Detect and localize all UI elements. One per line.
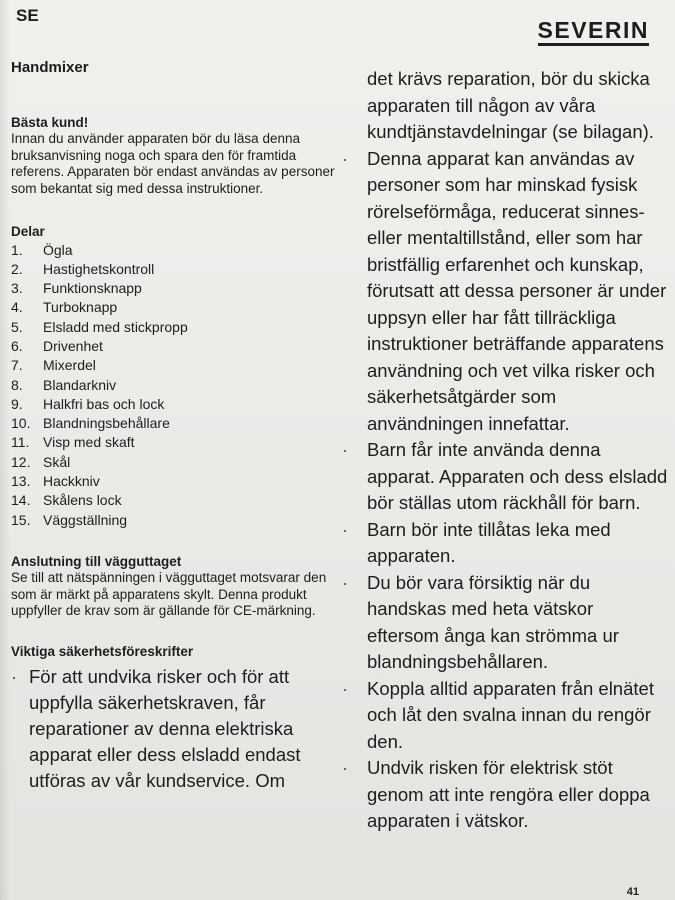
parts-list-item — [11, 511, 339, 530]
part-label: Hackkniv — [43, 473, 100, 490]
part-label: Hastighetskontroll — [43, 260, 155, 277]
safety-heading: Viktiga säkerhetsföreskrifter — [11, 643, 194, 659]
safety-item-text: Koppla alltid apparaten från elnätet och låt den svalna innan du rengör den. — [367, 677, 654, 752]
left-column — [11, 60, 339, 794]
part-label: Väggställning — [43, 511, 128, 528]
part-label: Skålens lock — [43, 492, 122, 509]
part-number: 6. — [11, 337, 23, 354]
safety-continuation-text: det krävs reparation, bör du skicka apparaten till någon av våra kundtjänstavdelningar (se bilagan). — [367, 68, 654, 142]
safety-item — [340, 437, 670, 517]
part-label: Funktionsknapp — [43, 280, 142, 297]
safety-item — [340, 570, 670, 676]
brand-logo: SEVERIN — [538, 18, 649, 46]
part-number: 10. — [11, 415, 31, 432]
connection-heading: Anslutning till vägguttaget — [11, 553, 182, 569]
bullet-icon: · — [342, 518, 349, 540]
safety-item-text: För att undvika risker och för att uppfylla säkerhetskraven, får reparationer av denna elektriska apparat eller dess elsladd endast utföras av vår kundservice. Om — [29, 666, 301, 792]
safety-item — [340, 517, 670, 570]
bullet-icon: · — [342, 757, 349, 778]
parts-list-item — [11, 279, 339, 298]
connection-section — [11, 554, 339, 620]
safety-item-text: Barn får inte använda denna apparat. Apparaten och dess elsladd bör ställas utom räckhåll för barn. — [367, 439, 668, 513]
parts-list-item — [11, 298, 339, 317]
part-label: Blandningsbehållare — [43, 415, 170, 432]
part-label: Turboknapp — [43, 299, 118, 316]
part-number: 13. — [11, 473, 31, 490]
parts-list — [11, 241, 339, 530]
bullet-icon: · — [342, 677, 349, 699]
bullet-icon: · — [11, 666, 18, 688]
intro-section — [11, 115, 339, 198]
safety-item — [340, 755, 670, 835]
document-title: Handmixer — [11, 59, 89, 76]
part-label: Blandarkniv — [43, 376, 117, 393]
part-number: 9. — [11, 395, 23, 412]
bullet-icon: · — [342, 147, 349, 169]
parts-list-item — [11, 395, 339, 414]
parts-list-item — [11, 453, 339, 472]
safety-item-text: Undvik risken för elektrisk stöt genom att inte rengöra eller doppa apparaten i vätskor. — [367, 757, 650, 831]
parts-heading: Delar — [11, 224, 45, 239]
parts-list-item — [11, 337, 339, 356]
part-number: 12. — [11, 453, 31, 470]
parts-list-item — [11, 414, 339, 433]
parts-list-item — [11, 260, 339, 279]
part-label: Elsladd med stickpropp — [43, 318, 188, 335]
parts-list-item — [11, 472, 339, 491]
safety-item — [11, 664, 339, 794]
safety-item — [340, 676, 670, 756]
parts-list-item — [11, 491, 339, 510]
part-number: 4. — [11, 299, 23, 316]
part-number: 11. — [11, 434, 30, 451]
part-label: Halkfri bas och lock — [43, 395, 165, 412]
part-label: Visp med skaft — [43, 434, 135, 451]
safety-list-left — [11, 664, 339, 794]
part-number: 15. — [11, 511, 31, 528]
part-number: 5. — [11, 318, 23, 335]
connection-text: Se till att nätspänningen i vägguttaget motsvarar den som är märkt på apparatens skylt. Denna produkt uppfyller de krav som är gällande för CE-märkning. — [11, 570, 327, 619]
right-column — [340, 66, 670, 835]
part-number: 1. — [11, 241, 23, 258]
part-label: Mixerdel — [43, 357, 96, 374]
intro-heading: Bästa kund! — [11, 114, 89, 130]
safety-item-text: Du bör vara försiktig när du handskas med heta vätskor eftersom ånga kan strömma ur blandningsbehållaren. — [367, 571, 619, 672]
parts-list-item — [11, 433, 339, 452]
part-number: 7. — [11, 357, 23, 374]
page-binding-shadow — [0, 0, 10, 900]
bullet-icon: · — [342, 571, 349, 593]
safety-item — [340, 146, 670, 438]
parts-list-item — [11, 356, 339, 375]
part-number: 3. — [11, 280, 23, 297]
language-code: SE — [16, 6, 39, 25]
part-label: Drivenhet — [43, 337, 103, 354]
parts-list-item — [11, 318, 339, 337]
parts-list-item — [11, 241, 339, 260]
parts-list-item — [11, 376, 339, 395]
safety-item-text: Barn bör inte tillåtas leka med apparaten. — [367, 518, 611, 566]
part-number: 14. — [11, 492, 31, 509]
part-label: Ögla — [43, 241, 73, 258]
part-label: Skål — [43, 453, 71, 470]
bullet-icon: · — [342, 439, 349, 460]
intro-text: Innan du använder apparaten bör du läsa denna bruksanvisning noga och spara den för framtida referens. Apparaten bör endast användas av personer som bekantat sig med dessa instruktioner. — [11, 131, 335, 196]
part-number: 2. — [11, 260, 23, 277]
safety-list-right — [340, 146, 670, 835]
part-number: 8. — [11, 376, 23, 393]
page-number: 41 — [626, 886, 639, 898]
safety-item-text: Denna apparat kan användas av personer som har minskad fysisk rörelseförmåga, reducerat sinnes- eller mentaltillstånd, eller som har bristfällig erfarenhet och kunskap, förutsatt att dessa personer är under uppsyn eller har fått tillräckliga instruktioner beträffande apparatens användning och vet vilka risker och säkerhetsåtgärder som användningen innefattar. — [367, 147, 667, 434]
